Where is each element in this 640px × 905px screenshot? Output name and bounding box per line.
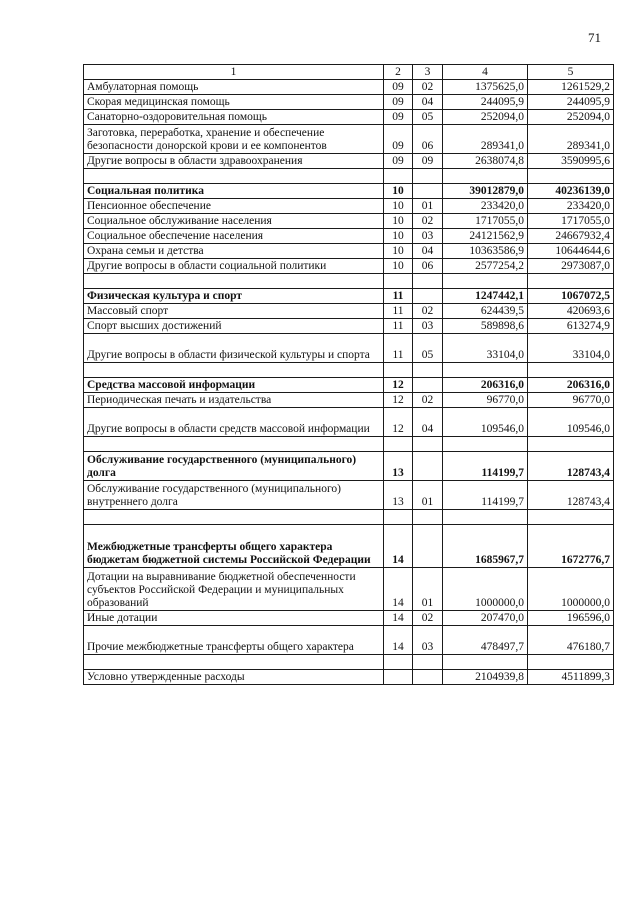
budget-table — [83, 64, 614, 685]
table-row — [84, 244, 614, 259]
row-value-year1: 109546,0 — [443, 408, 528, 437]
table-row — [84, 393, 614, 408]
row-value-year1: 10363586,9 — [443, 244, 528, 259]
table-row — [84, 199, 614, 214]
spacer-cell — [443, 169, 528, 184]
row-value-year1: 206316,0 — [443, 378, 528, 393]
row-name: Другие вопросы в области физической культуры и спорта — [84, 334, 384, 363]
row-name: Амбулаторная помощь — [84, 80, 384, 95]
row-section: 09 — [384, 110, 413, 125]
table-row — [84, 110, 614, 125]
row-section: 11 — [384, 319, 413, 334]
row-value-year2: 476180,7 — [528, 626, 614, 655]
row-section — [384, 670, 413, 685]
row-name: Заготовка, переработка, хранение и обеспечение безопасности донорской крови и ее компонентов — [84, 125, 384, 154]
row-value-year1: 233420,0 — [443, 199, 528, 214]
spacer-cell — [443, 655, 528, 670]
table-row — [84, 125, 614, 154]
row-subsection: 01 — [413, 199, 443, 214]
row-value-year1: 114199,7 — [443, 452, 528, 481]
header-cell: 2 — [384, 65, 413, 80]
spacer-cell — [384, 274, 413, 289]
spacer-cell — [528, 510, 614, 525]
row-subsection: 02 — [413, 393, 443, 408]
row-value-year2: 128743,4 — [528, 481, 614, 510]
row-subsection: 03 — [413, 626, 443, 655]
table-row — [84, 259, 614, 274]
row-value-year2: 206316,0 — [528, 378, 614, 393]
row-value-year2: 1000000,0 — [528, 568, 614, 611]
spacer-cell — [443, 437, 528, 452]
row-value-year2: 613274,9 — [528, 319, 614, 334]
row-value-year2: 244095,9 — [528, 95, 614, 110]
row-name: Прочие межбюджетные трансферты общего характера — [84, 626, 384, 655]
header-cell: 1 — [84, 65, 384, 80]
spacer-cell — [384, 363, 413, 378]
row-subsection: 02 — [413, 611, 443, 626]
row-value-year1: 1000000,0 — [443, 568, 528, 611]
row-section: 10 — [384, 259, 413, 274]
table-row — [84, 611, 614, 626]
spacer-cell — [84, 510, 384, 525]
row-section: 14 — [384, 626, 413, 655]
spacer-cell — [84, 655, 384, 670]
row-name: Другие вопросы в области средств массовой информации — [84, 408, 384, 437]
row-section: 11 — [384, 304, 413, 319]
row-name: Социальная политика — [84, 184, 384, 199]
row-name: Средства массовой информации — [84, 378, 384, 393]
table-row — [84, 229, 614, 244]
spacer-cell — [413, 363, 443, 378]
row-value-year2: 420693,6 — [528, 304, 614, 319]
spacer-row — [84, 655, 614, 670]
row-section: 12 — [384, 393, 413, 408]
spacer-cell — [84, 437, 384, 452]
row-value-year1: 252094,0 — [443, 110, 528, 125]
row-value-year2: 1261529,2 — [528, 80, 614, 95]
table-row — [84, 95, 614, 110]
row-section: 09 — [384, 125, 413, 154]
row-name: Другие вопросы в области здравоохранения — [84, 154, 384, 169]
row-value-year2: 24667932,4 — [528, 229, 614, 244]
row-subsection: 02 — [413, 214, 443, 229]
row-value-year1: 2638074,8 — [443, 154, 528, 169]
row-value-year2: 10644644,6 — [528, 244, 614, 259]
row-value-year1: 1685967,7 — [443, 525, 528, 568]
table-row — [84, 626, 614, 655]
row-name: Межбюджетные трансферты общего характера бюджетам бюджетной системы Российской Федерации — [84, 525, 384, 568]
row-subsection — [413, 525, 443, 568]
row-section: 14 — [384, 611, 413, 626]
spacer-cell — [528, 274, 614, 289]
row-section: 12 — [384, 408, 413, 437]
spacer-row — [84, 510, 614, 525]
row-subsection: 04 — [413, 408, 443, 437]
row-value-year1: 244095,9 — [443, 95, 528, 110]
row-name: Охрана семьи и детства — [84, 244, 384, 259]
spacer-cell — [413, 169, 443, 184]
row-subsection: 09 — [413, 154, 443, 169]
spacer-cell — [84, 363, 384, 378]
row-section: 13 — [384, 481, 413, 510]
row-value-year2: 1067072,5 — [528, 289, 614, 304]
row-subsection: 04 — [413, 244, 443, 259]
header-cell: 3 — [413, 65, 443, 80]
header-cell: 5 — [528, 65, 614, 80]
spacer-cell — [528, 363, 614, 378]
spacer-cell — [384, 655, 413, 670]
row-value-year2: 1672776,7 — [528, 525, 614, 568]
row-value-year2: 2973087,0 — [528, 259, 614, 274]
row-value-year1: 1717055,0 — [443, 214, 528, 229]
header-cell: 4 — [443, 65, 528, 80]
table-row — [84, 304, 614, 319]
row-value-year2: 233420,0 — [528, 199, 614, 214]
row-subsection — [413, 670, 443, 685]
row-value-year1: 1247442,1 — [443, 289, 528, 304]
spacer-cell — [443, 274, 528, 289]
row-subsection: 02 — [413, 304, 443, 319]
row-value-year1: 207470,0 — [443, 611, 528, 626]
row-value-year2: 252094,0 — [528, 110, 614, 125]
row-value-year2: 40236139,0 — [528, 184, 614, 199]
spacer-cell — [84, 169, 384, 184]
row-name: Условно утвержденные расходы — [84, 670, 384, 685]
spacer-row — [84, 169, 614, 184]
page-number: 71 — [588, 30, 601, 45]
spacer-cell — [384, 169, 413, 184]
table-row — [84, 214, 614, 229]
row-value-year1: 96770,0 — [443, 393, 528, 408]
row-value-year1: 289341,0 — [443, 125, 528, 154]
table-row — [84, 408, 614, 437]
row-section: 10 — [384, 244, 413, 259]
table-row — [84, 568, 614, 611]
spacer-cell — [84, 274, 384, 289]
row-name: Иные дотации — [84, 611, 384, 626]
row-value-year2: 196596,0 — [528, 611, 614, 626]
row-section: 09 — [384, 95, 413, 110]
row-subsection — [413, 452, 443, 481]
row-subsection: 01 — [413, 481, 443, 510]
row-value-year2: 109546,0 — [528, 408, 614, 437]
section-total-row — [84, 289, 614, 304]
row-value-year1: 33104,0 — [443, 334, 528, 363]
row-section: 10 — [384, 229, 413, 244]
row-value-year1: 39012879,0 — [443, 184, 528, 199]
table-row — [84, 481, 614, 510]
row-section: 10 — [384, 184, 413, 199]
row-value-year1: 478497,7 — [443, 626, 528, 655]
row-section: 09 — [384, 154, 413, 169]
spacer-row — [84, 437, 614, 452]
spacer-row — [84, 274, 614, 289]
row-subsection — [413, 378, 443, 393]
section-total-row — [84, 184, 614, 199]
row-subsection: 03 — [413, 319, 443, 334]
row-section: 14 — [384, 568, 413, 611]
row-section: 13 — [384, 452, 413, 481]
row-section: 09 — [384, 80, 413, 95]
row-value-year1: 2104939,8 — [443, 670, 528, 685]
row-value-year2: 96770,0 — [528, 393, 614, 408]
row-name: Массовый спорт — [84, 304, 384, 319]
row-subsection: 02 — [413, 80, 443, 95]
row-section: 14 — [384, 525, 413, 568]
section-total-row — [84, 452, 614, 481]
table-row — [84, 154, 614, 169]
row-name: Социальное обслуживание населения — [84, 214, 384, 229]
row-subsection: 03 — [413, 229, 443, 244]
row-name: Физическая культура и спорт — [84, 289, 384, 304]
spacer-cell — [528, 655, 614, 670]
row-section: 10 — [384, 214, 413, 229]
table-row — [84, 80, 614, 95]
row-name: Обслуживание государственного (муниципального) долга — [84, 452, 384, 481]
row-name: Скорая медицинская помощь — [84, 95, 384, 110]
row-subsection: 04 — [413, 95, 443, 110]
spacer-cell — [528, 169, 614, 184]
row-name: Периодическая печать и издательства — [84, 393, 384, 408]
row-subsection — [413, 184, 443, 199]
row-value-year2: 3590995,6 — [528, 154, 614, 169]
row-value-year1: 24121562,9 — [443, 229, 528, 244]
row-subsection: 05 — [413, 334, 443, 363]
row-value-year1: 1375625,0 — [443, 80, 528, 95]
row-name: Спорт высших достижений — [84, 319, 384, 334]
spacer-cell — [443, 510, 528, 525]
spacer-row — [84, 363, 614, 378]
table-row — [84, 319, 614, 334]
row-value-year2: 1717055,0 — [528, 214, 614, 229]
table-header-row — [84, 65, 614, 80]
row-subsection: 06 — [413, 125, 443, 154]
spacer-cell — [413, 437, 443, 452]
spacer-cell — [384, 510, 413, 525]
row-value-year1: 114199,7 — [443, 481, 528, 510]
spacer-cell — [443, 363, 528, 378]
spacer-cell — [384, 437, 413, 452]
row-value-year2: 33104,0 — [528, 334, 614, 363]
row-value-year1: 589898,6 — [443, 319, 528, 334]
table-row — [84, 334, 614, 363]
spacer-cell — [413, 655, 443, 670]
row-name: Другие вопросы в области социальной политики — [84, 259, 384, 274]
row-subsection — [413, 289, 443, 304]
row-name: Обслуживание государственного (муниципального) внутреннего долга — [84, 481, 384, 510]
row-section: 10 — [384, 199, 413, 214]
row-section: 12 — [384, 378, 413, 393]
row-value-year2: 4511899,3 — [528, 670, 614, 685]
row-value-year1: 2577254,2 — [443, 259, 528, 274]
spacer-cell — [413, 510, 443, 525]
row-value-year1: 624439,5 — [443, 304, 528, 319]
row-name: Пенсионное обеспечение — [84, 199, 384, 214]
row-value-year2: 128743,4 — [528, 452, 614, 481]
section-total-row — [84, 378, 614, 393]
row-name: Социальное обеспечение населения — [84, 229, 384, 244]
row-subsection: 06 — [413, 259, 443, 274]
row-name: Санаторно-оздоровительная помощь — [84, 110, 384, 125]
section-total-row — [84, 525, 614, 568]
row-subsection: 01 — [413, 568, 443, 611]
row-subsection: 05 — [413, 110, 443, 125]
row-section: 11 — [384, 289, 413, 304]
row-value-year2: 289341,0 — [528, 125, 614, 154]
row-name: Дотации на выравнивание бюджетной обеспеченности субъектов Российской Федерации и муниципальных образований — [84, 568, 384, 611]
row-section: 11 — [384, 334, 413, 363]
spacer-cell — [413, 274, 443, 289]
table-row — [84, 670, 614, 685]
spacer-cell — [528, 437, 614, 452]
